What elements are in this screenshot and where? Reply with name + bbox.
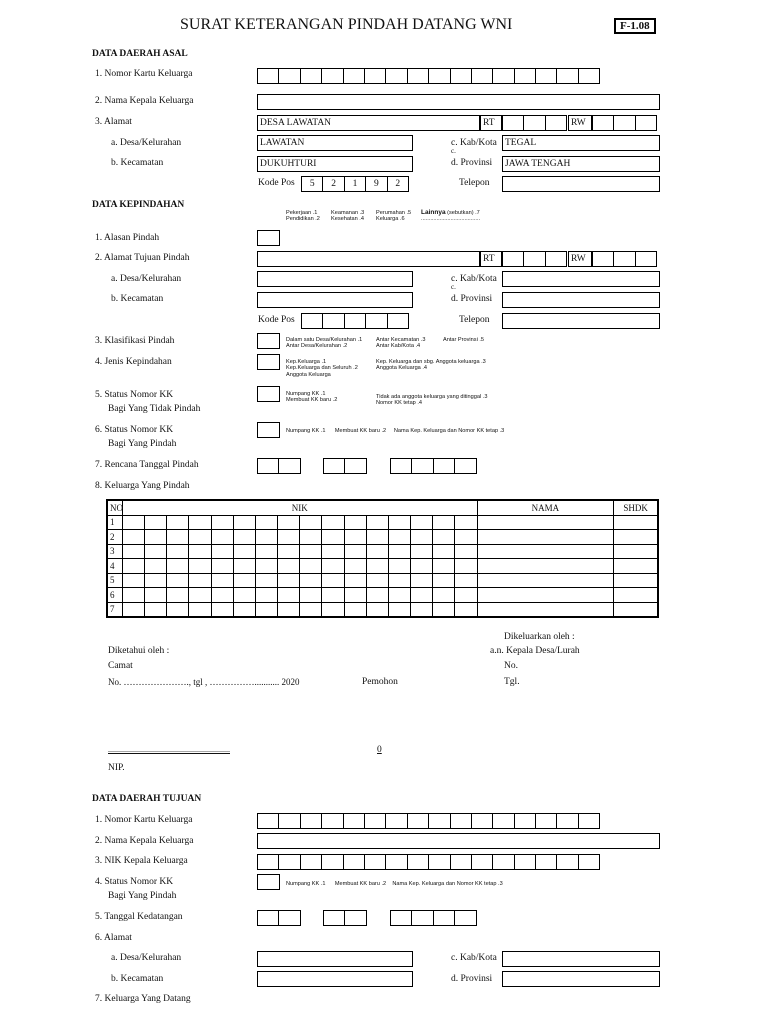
legend-item: Kep.Keluarga .1 <box>286 359 327 365</box>
table-header-row <box>107 500 658 515</box>
desa-tujuan-field[interactable] <box>257 271 413 287</box>
nik-cell[interactable] <box>145 559 167 574</box>
nik-cell[interactable] <box>411 588 433 603</box>
label-nomor-kk-tujuan: 1. Nomor Kartu Keluarga <box>95 815 193 825</box>
label-c-tujuan: c. <box>451 283 456 291</box>
rt-cells-tujuan[interactable] <box>502 251 566 267</box>
nik-cell[interactable] <box>344 515 366 530</box>
nik-cell[interactable] <box>278 573 300 588</box>
status-pindah-legend: Numpang KK .1 Membuat KK baru .2 Nama Kep. Keluarga dan Nomor KK tetap .3 <box>286 428 505 434</box>
provinsi-field[interactable]: JAWA TENGAH <box>502 156 660 172</box>
legend-item: Pendidikan .2 <box>286 216 320 223</box>
nik-cell[interactable] <box>344 573 366 588</box>
nik-cell[interactable] <box>233 544 255 559</box>
label-nomor-kk: 1. Nomor Kartu Keluarga <box>95 69 193 79</box>
nik-cell[interactable] <box>300 544 322 559</box>
label-telepon-tujuan: Telepon <box>459 315 490 325</box>
nik-cell[interactable] <box>344 530 366 545</box>
provinsi-daerah-tujuan-field[interactable] <box>502 971 660 987</box>
section-heading-asal: DATA DAERAH ASAL <box>92 49 188 59</box>
nik-cell[interactable] <box>278 515 300 530</box>
nik-cell[interactable] <box>366 515 388 530</box>
nik-cell[interactable] <box>233 530 255 545</box>
nik-cell[interactable] <box>167 602 189 617</box>
label-desa: a. Desa/Kelurahan <box>111 138 182 148</box>
nik-cell[interactable] <box>233 515 255 530</box>
legend-item: Keamanan .3 <box>331 210 365 216</box>
table-row <box>107 530 658 545</box>
rw-cells[interactable] <box>592 115 656 131</box>
label-status-kk-tujuan-2: Bagi Yang Pindah <box>108 891 177 901</box>
status-kk-pindah-box[interactable] <box>257 422 280 438</box>
nik-cell[interactable] <box>433 559 455 574</box>
shdk-cell[interactable] <box>614 602 658 617</box>
kedatangan-month-cells[interactable] <box>323 910 366 926</box>
legend-item: Kep. Keluarga dan sbg. Anggota keluarga .3 <box>376 359 486 365</box>
label-provinsi: d. Provinsi <box>451 158 493 168</box>
table-row <box>107 544 658 559</box>
label-no-right: No. <box>504 661 518 671</box>
label-desa-tujuan: a. Desa/Kelurahan <box>111 274 182 284</box>
nik-cell[interactable] <box>455 530 477 545</box>
nik-cell[interactable] <box>122 559 144 574</box>
nik-cell[interactable] <box>211 559 233 574</box>
nik-cell[interactable] <box>278 602 300 617</box>
label-camat: Camat <box>108 661 133 671</box>
nik-cell[interactable] <box>233 559 255 574</box>
nik-cell[interactable] <box>255 515 277 530</box>
row-number: 3 <box>107 544 122 559</box>
nik-cell[interactable] <box>255 573 277 588</box>
nik-cell[interactable] <box>145 515 167 530</box>
nik-cell[interactable] <box>455 602 477 617</box>
klasifikasi-legend-col1 <box>286 337 362 350</box>
legend-item: Nomor KK tetap .4 <box>376 400 423 407</box>
legend-item: Kep.Keluarga dan Seluruh .2 <box>286 365 358 372</box>
header-nik: NIK <box>122 500 477 515</box>
nik-cell[interactable] <box>189 559 211 574</box>
row-number: 1 <box>107 515 122 530</box>
nik-cell[interactable] <box>344 559 366 574</box>
nik-cell[interactable] <box>233 602 255 617</box>
nik-cell[interactable] <box>189 544 211 559</box>
nik-cell[interactable] <box>122 573 144 588</box>
alamat-tujuan-field[interactable] <box>257 251 480 267</box>
table-row <box>107 559 658 574</box>
label-kab-kota-tujuan: c. Kab/Kota <box>451 274 497 284</box>
provinsi-tujuan-field[interactable] <box>502 292 660 308</box>
legend-item: Numpang KK .1 <box>286 391 326 397</box>
klasifikasi-legend-col2 <box>376 337 425 350</box>
nik-cell[interactable] <box>145 544 167 559</box>
kecamatan-field[interactable]: DUKUHTURI <box>257 156 413 172</box>
table-row <box>107 573 658 588</box>
nik-cell[interactable] <box>122 530 144 545</box>
nik-cell[interactable] <box>211 573 233 588</box>
nik-cell[interactable] <box>122 588 144 603</box>
label-alamat: 3. Alamat <box>95 117 132 127</box>
telepon-field[interactable] <box>502 176 660 192</box>
nik-cell[interactable] <box>322 602 344 617</box>
shdk-cell[interactable] <box>614 544 658 559</box>
legend-item: Kesehatan .4 <box>331 216 364 223</box>
nik-cell[interactable] <box>189 602 211 617</box>
nik-cell[interactable] <box>167 559 189 574</box>
nik-cell[interactable] <box>167 573 189 588</box>
nomor-kk-tujuan-cells[interactable] <box>257 813 599 829</box>
kecamatan-tujuan-field[interactable] <box>257 292 413 308</box>
nik-cell[interactable] <box>411 544 433 559</box>
table-row <box>107 515 658 530</box>
label-nama-kepala-keluarga: 2. Nama Kepala Keluarga <box>95 96 194 106</box>
nik-cell[interactable] <box>189 515 211 530</box>
nik-cell[interactable] <box>122 515 144 530</box>
kode-pos-digit[interactable]: 5 <box>301 176 323 192</box>
label-status-kk-tidak-pindah-2: Bagi Yang Tidak Pindah <box>108 404 201 414</box>
label-klasifikasi-pindah: 3. Klasifikasi Pindah <box>95 336 175 346</box>
kedatangan-day-cells[interactable] <box>257 910 300 926</box>
section-heading-tujuan: DATA DAERAH TUJUAN <box>92 794 202 804</box>
label-kab-kota: c. Kab/Kota <box>451 138 497 148</box>
nik-cell[interactable] <box>167 588 189 603</box>
status-tujuan-legend: Numpang KK .1 Membuat KK baru .2 Nama Kep. Keluarga dan Nomor KK tetap .3 <box>286 881 503 887</box>
legend-item: Anggota Keluarga .4 <box>376 365 428 372</box>
row-number: 4 <box>107 559 122 574</box>
label-jenis-kepindahan: 4. Jenis Kepindahan <box>95 357 172 367</box>
table-row <box>107 588 658 603</box>
tanggal-month-cells[interactable] <box>323 458 366 474</box>
alasan-legend-col4 <box>421 210 480 223</box>
klasifikasi-legend-col3 <box>443 337 484 343</box>
label-no-tgl-left: No. …………………., tgl , ……………........... 2020 <box>108 677 300 687</box>
nik-cell[interactable] <box>145 602 167 617</box>
label-status-kk-tujuan: 4. Status Nomor KK <box>95 877 174 887</box>
nik-cell[interactable] <box>278 544 300 559</box>
label-tanggal-kedatangan: 5. Tanggal Kedatangan <box>95 912 183 922</box>
shdk-cell[interactable] <box>614 530 658 545</box>
label-nip: NIP. <box>108 763 125 773</box>
nik-cell[interactable] <box>455 559 477 574</box>
nik-cell[interactable] <box>388 588 410 603</box>
kode-pos-digit[interactable]: 2 <box>322 176 344 192</box>
alamat-field[interactable]: DESA LAWATAN <box>257 115 480 131</box>
label-kode-pos: Kode Pos <box>258 178 295 188</box>
label-status-kk-pindah-2: Bagi Yang Pindah <box>108 439 177 449</box>
nik-cell[interactable] <box>411 515 433 530</box>
status-legend-col2 <box>376 394 487 407</box>
nik-cell[interactable] <box>366 602 388 617</box>
kode-pos-cells[interactable] <box>301 176 408 192</box>
label-tgl-right: Tgl. <box>504 677 520 687</box>
nik-cell[interactable] <box>455 515 477 530</box>
kedatangan-year-cells[interactable] <box>390 910 476 926</box>
nik-cell[interactable] <box>366 559 388 574</box>
nik-cell[interactable] <box>211 530 233 545</box>
nik-cell[interactable] <box>322 588 344 603</box>
nik-cell[interactable] <box>344 602 366 617</box>
shdk-cell[interactable] <box>614 515 658 530</box>
alasan-pindah-box[interactable] <box>257 230 280 246</box>
status-kk-tidak-pindah-box[interactable] <box>257 386 280 402</box>
nik-cell[interactable] <box>122 544 144 559</box>
legend-item: Membuat KK baru .2 <box>286 397 338 404</box>
nomor-kk-cells[interactable] <box>257 68 599 84</box>
nik-cell[interactable] <box>388 602 410 617</box>
nik-cell[interactable] <box>366 588 388 603</box>
nik-cell[interactable] <box>388 544 410 559</box>
label-desa-daerah-tujuan: a. Desa/Kelurahan <box>111 953 182 963</box>
kode-pos-digit[interactable]: 9 <box>365 176 387 192</box>
label-provinsi-daerah-tujuan: d. Provinsi <box>451 974 493 984</box>
label-an-kepala: a.n. Kepala Desa/Lurah <box>490 646 580 656</box>
kab-daerah-tujuan-field[interactable] <box>502 951 660 967</box>
row-number: 5 <box>107 573 122 588</box>
nik-cell[interactable] <box>278 588 300 603</box>
rw-cells-tujuan[interactable] <box>592 251 656 267</box>
kecamatan-daerah-tujuan-field[interactable] <box>257 971 413 987</box>
rw-label-tujuan: RW <box>568 251 592 267</box>
nik-cell[interactable] <box>300 559 322 574</box>
nik-cell[interactable] <box>189 530 211 545</box>
nik-cell[interactable] <box>122 602 144 617</box>
jenis-legend-col2 <box>376 359 486 372</box>
nik-cell[interactable] <box>433 573 455 588</box>
jenis-kepindahan-box[interactable] <box>257 354 280 370</box>
desa-field[interactable]: LAWATAN <box>257 135 413 151</box>
nik-cell[interactable] <box>189 573 211 588</box>
tanggal-day-cells[interactable] <box>257 458 300 474</box>
keluarga-pindah-table <box>106 499 659 618</box>
label-kecamatan: b. Kecamatan <box>111 158 164 168</box>
nik-cell[interactable] <box>455 544 477 559</box>
nik-cell[interactable] <box>255 602 277 617</box>
nama-cell[interactable] <box>477 515 614 530</box>
legend-item: Dalam satu Desa/Kelurahan .1 <box>286 337 363 343</box>
label-diketahui: Diketahui oleh : <box>108 646 170 656</box>
nik-cell[interactable] <box>411 602 433 617</box>
label-keluarga-datang: 7. Keluarga Yang Datang <box>95 994 191 1004</box>
kab-kota-tujuan-field[interactable] <box>502 271 660 287</box>
nik-cell[interactable] <box>344 588 366 603</box>
nik-cell[interactable] <box>278 530 300 545</box>
label-kecamatan-daerah-tujuan: b. Kecamatan <box>111 974 164 984</box>
jenis-legend-col1 <box>286 359 358 378</box>
legend-item: Perumahan .5 <box>376 210 412 216</box>
legend-dots: ...................................... <box>421 216 481 223</box>
legend-item: Antar Kecamatan .3 <box>376 337 426 343</box>
nama-cell[interactable] <box>477 602 614 617</box>
shdk-cell[interactable] <box>614 573 658 588</box>
label-telepon: Telepon <box>459 178 490 188</box>
section-heading-kepindahan: DATA KEPINDAHAN <box>92 200 185 210</box>
shdk-cell[interactable] <box>614 559 658 574</box>
legend-item: Antar Provinsi .5 <box>443 337 485 343</box>
label-nama-kepala-tujuan: 2. Nama Kepala Keluarga <box>95 836 194 846</box>
nik-cell[interactable] <box>211 602 233 617</box>
row-number: 2 <box>107 530 122 545</box>
table-row <box>107 602 658 617</box>
label-c: c. <box>451 147 456 155</box>
nik-cell[interactable] <box>233 588 255 603</box>
nik-cell[interactable] <box>167 530 189 545</box>
signature-line: ............................................................. <box>108 745 230 754</box>
nik-cell[interactable] <box>255 588 277 603</box>
nama-cell[interactable] <box>477 588 614 603</box>
header-no: NO <box>107 500 122 515</box>
label-kode-pos-tujuan: Kode Pos <box>258 315 295 325</box>
nik-cell[interactable] <box>255 530 277 545</box>
kode-pos-digit[interactable]: 1 <box>344 176 366 192</box>
header-nama: NAMA <box>477 500 614 515</box>
label-keluarga-pindah: 8. Keluarga Yang Pindah <box>95 481 190 491</box>
row-number: 6 <box>107 588 122 603</box>
nik-cell[interactable] <box>322 559 344 574</box>
nik-cell[interactable] <box>300 530 322 545</box>
label-alasan-pindah: 1. Alasan Pindah <box>95 233 160 243</box>
nik-kepala-cells[interactable] <box>257 854 599 870</box>
nama-cell[interactable] <box>477 530 614 545</box>
status-legend-col1 <box>286 391 337 404</box>
nik-cell[interactable] <box>189 588 211 603</box>
nik-cell[interactable] <box>366 573 388 588</box>
nik-cell[interactable] <box>145 530 167 545</box>
row-number: 7 <box>107 602 122 617</box>
legend-item: Anggota Keluarga <box>286 371 331 378</box>
nama-cell[interactable] <box>477 559 614 574</box>
nik-cell[interactable] <box>145 588 167 603</box>
legend-item: Tidak ada anggota keluarga yang ditinggal .3 <box>376 394 488 400</box>
nik-cell[interactable] <box>300 588 322 603</box>
nik-cell[interactable] <box>433 515 455 530</box>
label-rencana-tanggal: 7. Rencana Tanggal Pindah <box>95 460 199 470</box>
label-provinsi-tujuan: d. Provinsi <box>451 294 493 304</box>
kode-pos-digit[interactable]: 2 <box>387 176 409 192</box>
nik-cell[interactable] <box>300 515 322 530</box>
nama-cell[interactable] <box>477 544 614 559</box>
legend-lainnya: Lainnya <box>421 209 446 216</box>
label-kab-daerah-tujuan: c. Kab/Kota <box>451 953 497 963</box>
nik-cell[interactable] <box>322 544 344 559</box>
nik-cell[interactable] <box>433 530 455 545</box>
rt-label-tujuan: RT <box>480 251 502 267</box>
shdk-cell[interactable] <box>614 588 658 603</box>
nik-cell[interactable] <box>322 530 344 545</box>
nik-cell[interactable] <box>455 573 477 588</box>
label-alamat-tujuan: 2. Alamat Tujuan Pindah <box>95 253 190 263</box>
rw-label: RW <box>568 115 592 131</box>
nik-cell[interactable] <box>344 544 366 559</box>
nik-cell[interactable] <box>388 515 410 530</box>
desa-daerah-tujuan-field[interactable] <box>257 951 413 967</box>
nama-kepala-keluarga-field[interactable] <box>257 94 660 110</box>
status-kk-tujuan-box[interactable] <box>257 874 280 890</box>
nik-cell[interactable] <box>233 573 255 588</box>
alasan-legend-col1 <box>286 210 320 223</box>
label-nik-kepala: 3. NIK Kepala Keluarga <box>95 856 188 866</box>
alasan-legend-col3 <box>376 210 411 223</box>
nik-cell[interactable] <box>433 544 455 559</box>
label-kecamatan-tujuan: b. Kecamatan <box>111 294 164 304</box>
form-code-badge: F-1.08 <box>614 18 656 34</box>
nik-cell[interactable] <box>278 559 300 574</box>
nik-cell[interactable] <box>388 573 410 588</box>
nik-cell[interactable] <box>300 573 322 588</box>
header-shdk: SHDK <box>614 500 658 515</box>
tanggal-year-cells[interactable] <box>390 458 476 474</box>
nik-cell[interactable] <box>322 573 344 588</box>
nik-cell[interactable] <box>211 544 233 559</box>
nik-cell[interactable] <box>322 515 344 530</box>
nik-cell[interactable] <box>455 588 477 603</box>
signature-zero: 0 <box>377 745 382 755</box>
nik-cell[interactable] <box>433 602 455 617</box>
nik-cell[interactable] <box>388 530 410 545</box>
klasifikasi-box[interactable] <box>257 333 280 349</box>
legend-item: Pekerjaan .1 <box>286 210 318 216</box>
nik-cell[interactable] <box>255 559 277 574</box>
legend-item: Antar Desa/Kelurahan .2 <box>286 343 348 350</box>
kode-pos-tujuan-cells[interactable] <box>301 313 408 329</box>
nik-cell[interactable] <box>167 544 189 559</box>
label-status-kk-pindah: 6. Status Nomor KK <box>95 425 174 435</box>
kab-kota-field[interactable]: TEGAL <box>502 135 660 151</box>
nik-cell[interactable] <box>411 573 433 588</box>
nik-cell[interactable] <box>388 559 410 574</box>
nik-cell[interactable] <box>411 530 433 545</box>
nik-cell[interactable] <box>211 588 233 603</box>
rt-cells[interactable] <box>502 115 566 131</box>
legend-item: Antar Kab/Kota .4 <box>376 343 421 350</box>
rt-label: RT <box>480 115 502 131</box>
nik-cell[interactable] <box>211 515 233 530</box>
label-alamat-tujuan-section: 6. Alamat <box>95 933 132 943</box>
nik-cell[interactable] <box>300 602 322 617</box>
nik-cell[interactable] <box>255 544 277 559</box>
alasan-legend-col2 <box>331 210 364 223</box>
nik-cell[interactable] <box>366 544 388 559</box>
nik-cell[interactable] <box>366 530 388 545</box>
nik-cell[interactable] <box>411 559 433 574</box>
nik-cell[interactable] <box>167 515 189 530</box>
legend-lainnya-tail: (sebutkan) .7 <box>447 210 480 216</box>
telepon-tujuan-field[interactable] <box>502 313 660 329</box>
nama-kepala-tujuan-field[interactable] <box>257 833 660 849</box>
nama-cell[interactable] <box>477 573 614 588</box>
nik-cell[interactable] <box>433 588 455 603</box>
label-dikeluarkan: Dikeluarkan oleh : <box>504 632 575 642</box>
label-status-kk-tidak-pindah: 5. Status Nomor KK <box>95 390 174 400</box>
legend-item: Keluarga .6 <box>376 216 405 223</box>
nik-cell[interactable] <box>145 573 167 588</box>
label-pemohon: Pemohon <box>362 677 398 687</box>
form-title: SURAT KETERANGAN PINDAH DATANG WNI <box>180 16 513 33</box>
